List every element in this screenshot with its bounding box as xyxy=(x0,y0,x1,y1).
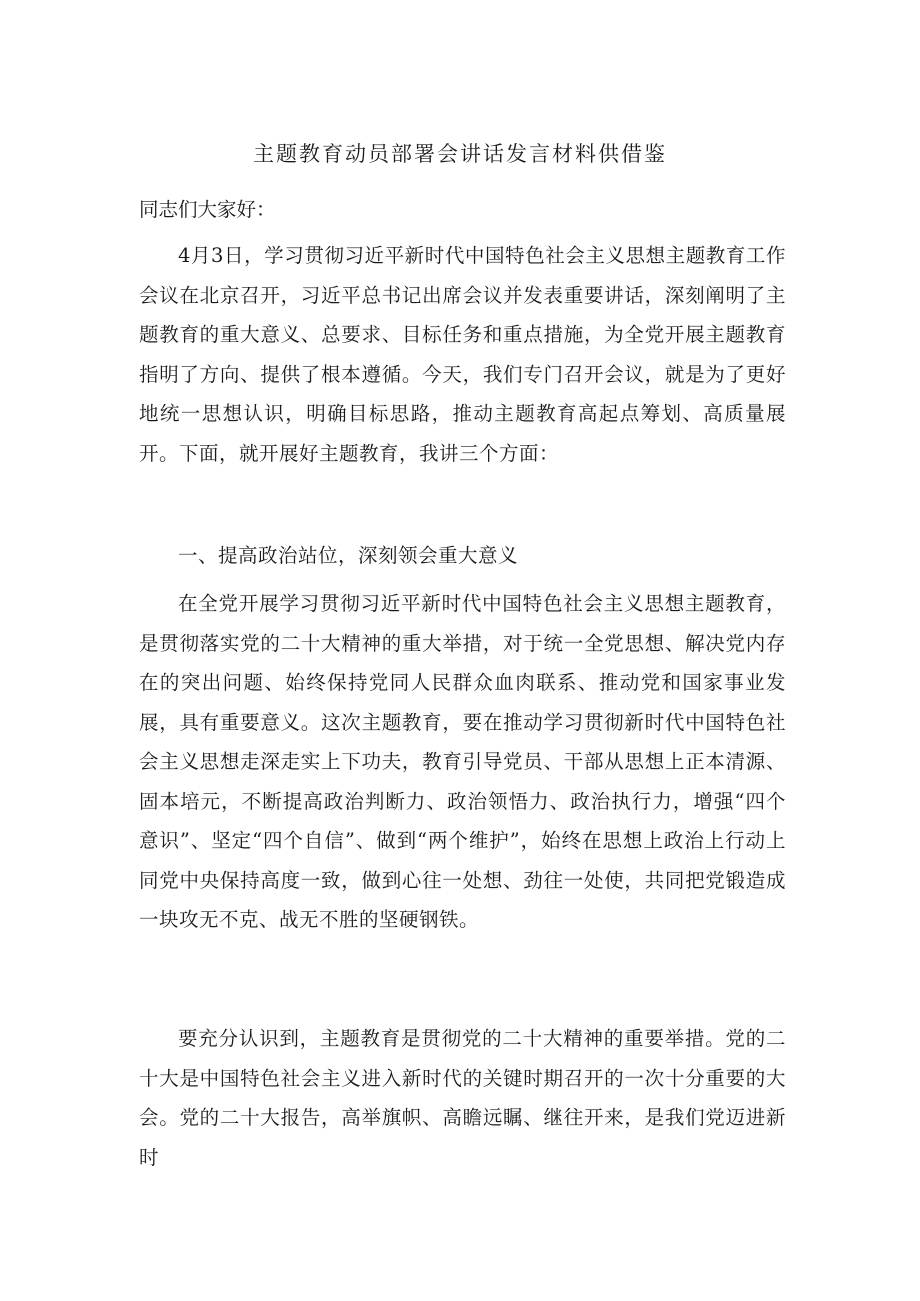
paragraph-congress: 要充分认识到，主题教育是贯彻党的二十大精神的重要举措。党的二十大是中国特色社会主义进入新时代的关键时期召开的一次十分重要的大会。党的二十大报告，高举旗帜、高瞻远瞩、继往开来，是我们党迈进新时 xyxy=(139,1027,786,1169)
greeting: 同志们大家好： xyxy=(139,198,276,221)
paragraph-intro: 4月3日，学习贯彻习近平新时代中国特色社会主义思想主题教育工作会议在北京召开，习近平总书记出席会议并发表重要讲话，深刻阐明了主题教育的重大意义、总要求、目标任务和重点措施，为全党开展主题教育指明了方向、提供了根本遵循。今天，我们专门召开会议，就是为了更好地统一思想认识，明确目标思路，推动主题教育高起点筹划、高质量展开。下面，就开展好主题教育，我讲三个方面： xyxy=(139,244,786,465)
document-title: 主题教育动员部署会讲话发言材料供借鉴 xyxy=(253,142,667,166)
paragraph-significance: 在全党开展学习贯彻习近平新时代中国特色社会主义思想主题教育，是贯彻落实党的二十大精神的重大举措，对于统一全党思想、解决党内存在的突出问题、始终保持党同人民群众血肉联系、推动党和国家事业发展，具有重要意义。这次主题教育，要在推动学习贯彻新时代中国特色社会主义思想走深走实上下功夫，教育引导党员、干部从思想上正本清源、固本培元，不断提高政治判断力、政治领悟力、政治执行力，增强“四个意识”、坚定“四个自信”、做到“两个维护”，始终在思想上政治上行动上同党中央保持高度一致，做到心往一处想、劲往一处使，共同把党锻造成一块攻无不克、战无不胜的坚硬钢铁。 xyxy=(139,592,786,931)
section-heading: 一、提高政治站位，深刻领会重大意义 xyxy=(178,544,519,567)
